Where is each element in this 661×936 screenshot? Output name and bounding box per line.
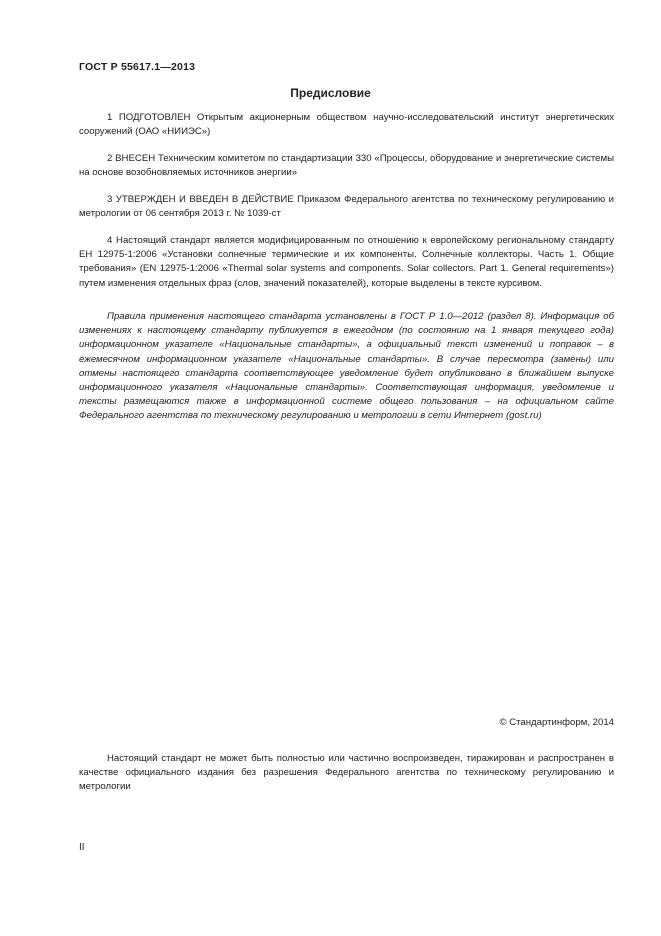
copyright-line: © Стандартинформ, 2014 — [499, 717, 614, 728]
preface-item-1: 1 ПОДГОТОВЛЕН Открытым акционерным обществом научно-исследовательский институт энергетических сооружений (ОАО «НИИЭС») — [79, 112, 614, 138]
preface-title: Предисловие — [290, 86, 371, 100]
application-rules: Правила применения настоящего стандарта установлены в ГОСТ Р 1.0—2012 (раздел 8). Информация об изменениях к настоящему стандарту публикуется в ежегодном (по состоянию на 1 января текущего года) информационном указателе «Национальные стандарты», а официальный текст изменений и поправок – в ежемесячном информационном указателе «Национальные стандарты». В случае пересмотра (замены) или отмены настоящего стандарта соответствующее уведомление будет опубликовано в ближайшем выпуске информационного указателя «Национальные стандарты». Соответствующая информация, уведомление и тексты размещаются также в информационной системе общего пользования – на официальном сайте Федерального агентства по техническому регулированию и метрологии в сети Интернет (gost.ru) — [79, 311, 614, 422]
preface-item-2: 2 ВНЕСЕН Техническим комитетом по стандартизации 330 «Процессы, оборудование и энергетические системы на основе возобновляемых источников энергии» — [79, 153, 614, 179]
preface-item-4: 4 Настоящий стандарт является модифицированным по отношению к европейскому региональному стандарту ЕН 12975-1:2006 «Установки солнечные термические и их компоненты. Солнечные коллекторы. Часть 1. Общие требования» (EN 12975-1:2006 «Thermal solar systems and components. Solar collectors. Part 1. General requirements») путем изменения отдельных фраз (слов, значений показателей), которые выделены в тексте курсивом. — [79, 235, 614, 289]
preface-item-3: 3 УТВЕРЖДЕН И ВВЕДЕН В ДЕЙСТВИЕ Приказом Федерального агентства по техническому регулированию и метрологии от 06 сентября 2013 г. № 1039-ст — [79, 194, 614, 220]
document-id: ГОСТ Р 55617.1—2013 — [79, 61, 196, 73]
page-number: II — [79, 842, 85, 853]
reproduction-notice: Настоящий стандарт не может быть полностью или частично воспроизведен, тиражирован и распространен в качестве официального издания без разрешения Федерального агентства по техническому регулированию и метрологии — [79, 753, 614, 793]
